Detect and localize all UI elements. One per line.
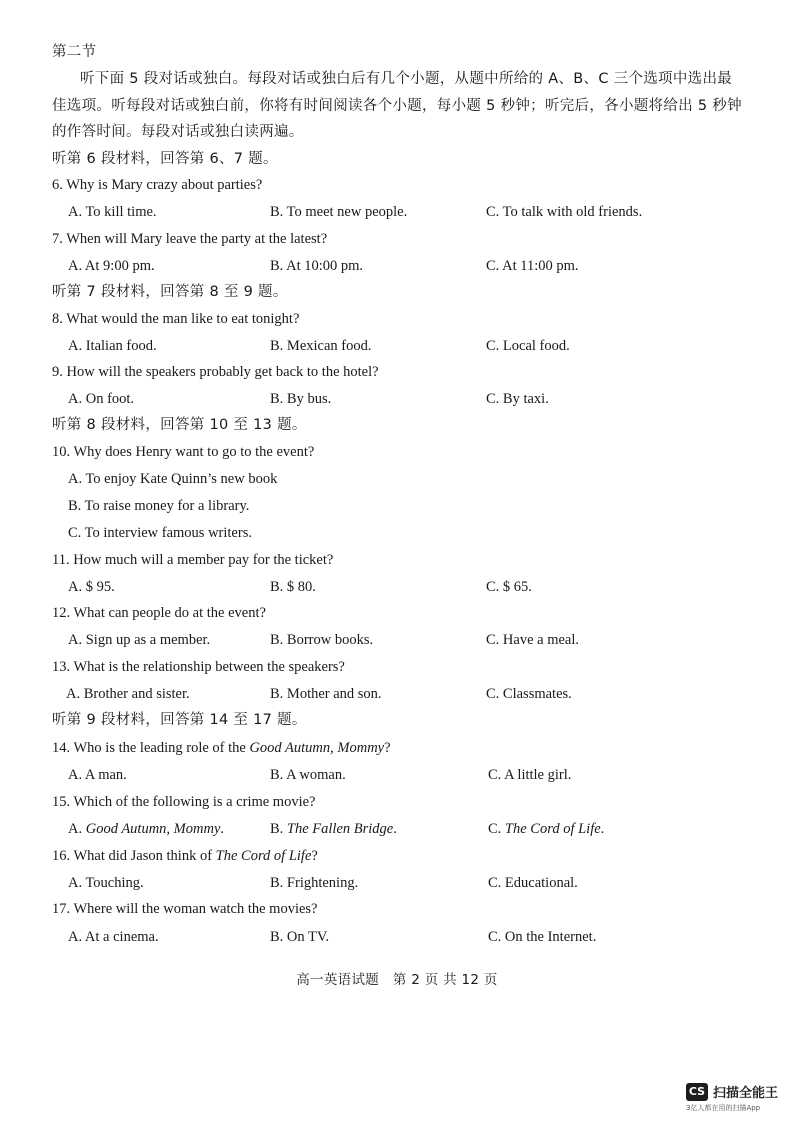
option-c: C. A little girl. — [488, 767, 572, 783]
section-instructions: 听下面 5 段对话或独白。每段对话或独白后有几个小题，从题中所给的 A、B、C 三个选项中选出最佳选项。听每段对话或独白前，你将有时间阅读各个小题，每小题 5 秒钟；听完后，各小题将给出 5 秒钟的作答时间。每段对话或独白读两遍。 — [52, 71, 742, 140]
option-b: B. On TV. — [270, 929, 330, 945]
page-footer: 高一英语试题 第 2 页 共 12 页 — [296, 972, 498, 988]
option-b: B. To raise money for a library. — [68, 498, 250, 514]
option-c: C. $ 65. — [486, 579, 532, 595]
question-stem: 11. How much will a member pay for the ticket? — [52, 552, 334, 568]
group-heading: 听第 9 段材料，回答第 14 至 17 题。 — [52, 712, 307, 728]
option-b: B. Mother and son. — [270, 686, 382, 702]
camscanner-logo-icon: CS — [686, 1083, 708, 1101]
option-c — [488, 820, 604, 838]
question-stem-text: 16. What did Jason think of — [52, 848, 216, 864]
option-a: A. Sign up as a member. — [68, 632, 211, 648]
option-a: A. To kill time. — [68, 204, 157, 220]
option-a — [68, 820, 224, 838]
group-heading: 听第 6 段材料，回答第 6、7 题。 — [52, 151, 278, 167]
option-a: A. At 9:00 pm. — [68, 258, 155, 274]
question-stem: 8. What would the man like to eat tonight? — [52, 311, 300, 327]
scanner-watermark — [686, 1082, 778, 1101]
option-c: C. To talk with old friends. — [486, 204, 643, 220]
option-a: A. At a cinema. — [68, 929, 159, 945]
option-a: A. A man. — [68, 767, 127, 783]
option-end: . — [220, 821, 225, 837]
question-stem: 7. When will Mary leave the party at the latest? — [52, 231, 328, 247]
option-b: B. To meet new people. — [270, 204, 408, 220]
group-heading: 听第 8 段材料，回答第 10 至 13 题。 — [52, 417, 307, 433]
question-stem: 10. Why does Henry want to go to the event? — [52, 444, 315, 460]
movie-title: The Fallen Bridge — [286, 821, 394, 837]
option-c: C. Educational. — [488, 875, 578, 891]
option-c: C. Classmates. — [486, 686, 572, 702]
watermark-tagline: 3亿人都在用的扫描App — [686, 1104, 761, 1112]
option-c: C. On the Internet. — [488, 929, 597, 945]
option-b: B. A woman. — [270, 767, 346, 783]
option-a: A. Italian food. — [68, 338, 157, 354]
question-stem: 13. What is the relationship between the speakers? — [52, 659, 345, 675]
question-stem — [52, 847, 318, 865]
option-a: A. Brother and sister. — [66, 686, 190, 702]
option-letter: A. — [68, 821, 86, 837]
question-stem: 12. What can people do at the event? — [52, 605, 266, 621]
group-heading: 听第 7 段材料，回答第 8 至 9 题。 — [52, 284, 288, 300]
option-b: B. At 10:00 pm. — [270, 258, 364, 274]
question-stem-text: 14. Who is the leading role of the — [52, 740, 250, 756]
option-a: A. On foot. — [68, 391, 135, 407]
watermark-name: 扫描全能王 — [713, 1086, 779, 1101]
movie-title: The Cord of Life — [215, 848, 312, 864]
option-b: B. By bus. — [270, 391, 332, 407]
option-a: A. Touching. — [68, 875, 144, 891]
option-c: C. Local food. — [486, 338, 570, 354]
option-b: B. $ 80. — [270, 579, 316, 595]
option-end: . — [600, 821, 605, 837]
option-c: C. Have a meal. — [486, 632, 580, 648]
question-stem: 15. Which of the following is a crime movie? — [52, 794, 316, 810]
option-c: C. At 11:00 pm. — [486, 258, 579, 274]
option-letter: B. — [270, 821, 287, 837]
option-letter: C. — [488, 821, 505, 837]
option-a: A. $ 95. — [68, 579, 115, 595]
question-stem-end: ? — [311, 848, 318, 864]
question-stem: 9. How will the speakers probably get back to the hotel? — [52, 364, 379, 380]
question-stem-end: ? — [384, 740, 391, 756]
option-b — [270, 820, 397, 838]
movie-title: Good Autumn, Mommy — [85, 821, 221, 837]
movie-title: Good Autumn, Mommy — [249, 740, 385, 756]
option-b: B. Borrow books. — [270, 632, 374, 648]
option-end: . — [393, 821, 397, 837]
option-b: B. Frightening. — [270, 875, 359, 891]
movie-title: The Cord of Life — [504, 821, 601, 837]
option-c: C. To interview famous writers. — [68, 525, 252, 541]
question-stem — [52, 739, 391, 757]
question-stem: 6. Why is Mary crazy about parties? — [52, 177, 263, 193]
section-title: 第二节 — [52, 44, 97, 60]
option-c: C. By taxi. — [486, 391, 549, 407]
question-stem: 17. Where will the woman watch the movies? — [52, 901, 318, 917]
option-b: B. Mexican food. — [270, 338, 372, 354]
option-a: A. To enjoy Kate Quinn’s new book — [68, 471, 278, 487]
